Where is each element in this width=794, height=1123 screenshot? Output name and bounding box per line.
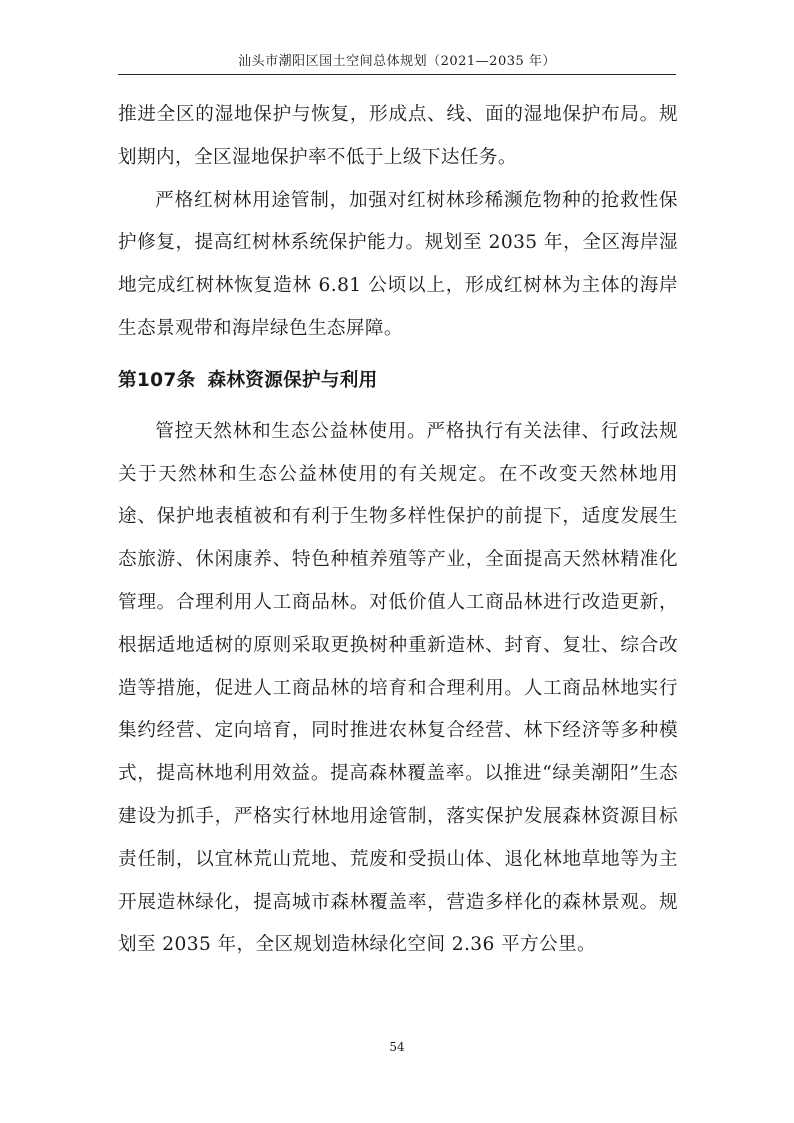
article-heading bbox=[118, 351, 678, 411]
document-title: 汕头市潮阳区国土空间总体规划（2021—2035 年） bbox=[238, 54, 556, 69]
running-header bbox=[118, 52, 676, 75]
paragraph-forest-resources: 管控天然林和生态公益林使用。严格执行有关法律、行政法规关于天然林和生态公益林使用的有关规定。在不改变天然林地用途、保护地表植被和有利于生物多样性保护的前提下，适度发展生态旅游、休闲康养、特色种植养殖等产业，全面提高天然林精准化管理。合理利用人工商品林。对低价值人工商品林进行改造更新，根据适地适树的原则采取更换树种重新造林、封育、复壮、综合改造等措施，促进人工商品林的培育和合理利用。人工商品林地实行集约经营、定向培育，同时推进农林复合经营、林下经济等多种模式，提高林地利用效益。提高森林覆盖率。以推进“绿美潮阳”生态建设为抓手，严格实行林地用途管制，落实保护发展森林资源目标责任制，以宜林荒山荒地、荒废和受损山体、退化林地草地等为主开展造林绿化，提高城市森林覆盖率，营造多样化的森林景观。规划至 2035 年，全区规划造林绿化空间 2.36 平方公里。 bbox=[118, 420, 678, 956]
page-body bbox=[118, 94, 678, 967]
paragraph-wetland-protection: 推进全区的湿地保护与恢复，形成点、线、面的湿地保护布局。规划期内，全区湿地保护率不低于上级下达任务。 bbox=[118, 104, 678, 168]
article-title: 森林资源保护与利用 bbox=[207, 369, 378, 391]
article-number: 第107条 bbox=[118, 369, 196, 391]
page-number: 54 bbox=[389, 1040, 405, 1054]
paragraph-mangrove-control: 严格红树林用途管制，加强对红树林珍稀濒危物种的抢救性保护修复，提高红树林系统保护能力。规划至 2035 年，全区海岸湿地完成红树林恢复造林 6.81 公顷以上，形成红树林为主体的海岸生态景观带和海岸绿色生态屏障。 bbox=[118, 189, 678, 339]
